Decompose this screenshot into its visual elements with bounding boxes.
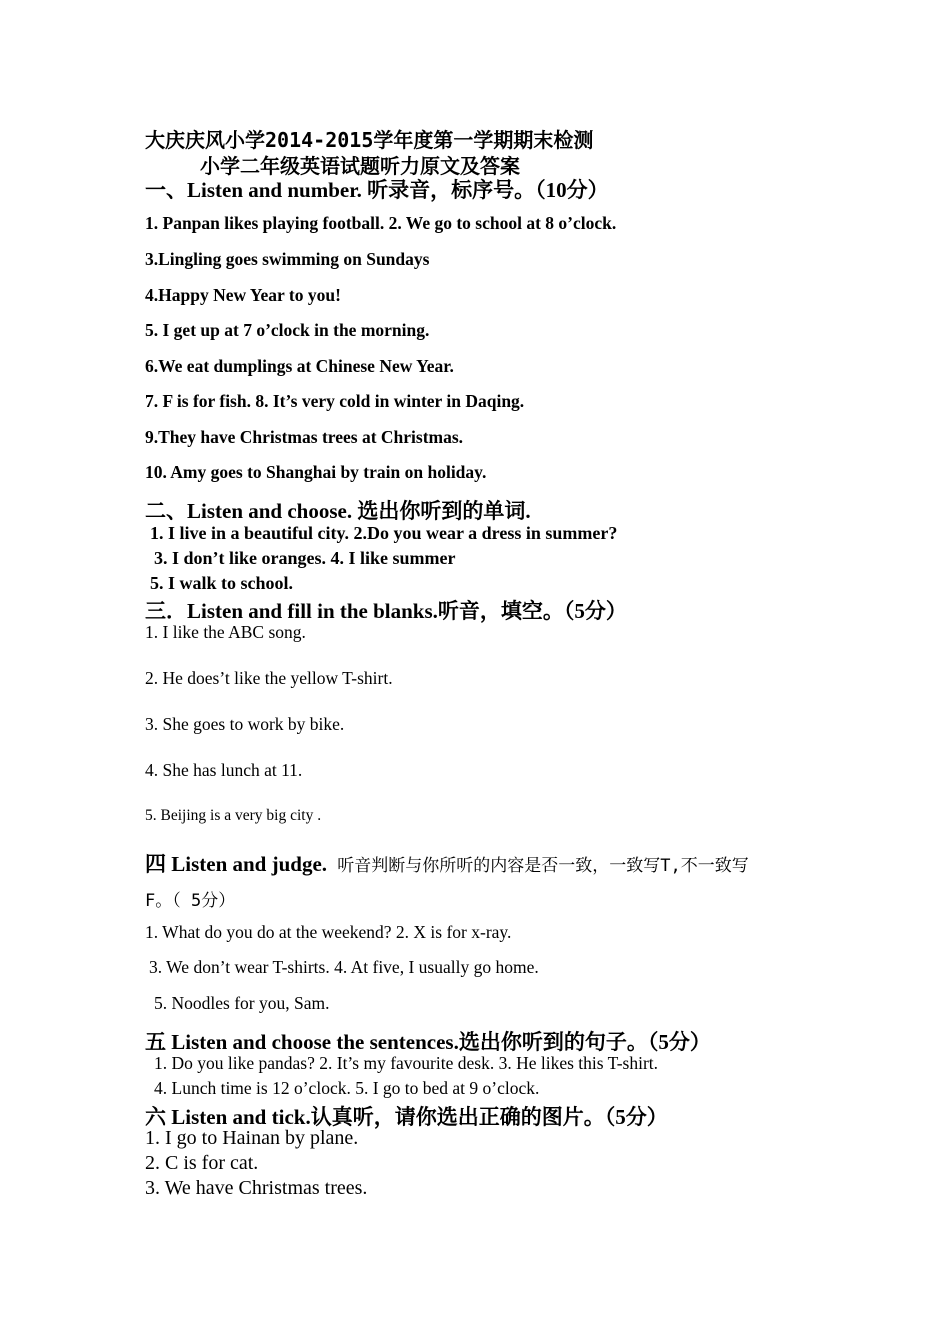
section2-line: 5. I walk to school.: [150, 573, 294, 593]
section1-line: 1. Panpan likes playing football. 2. We go to school at 8 o’clock.: [145, 213, 617, 233]
section3-heading: 三．Listen and fill in the blanks.听音，填空。（5分）: [145, 599, 627, 623]
section1-line: 6.We eat dumplings at Chinese New Year.: [145, 356, 454, 376]
section4-line: 5. Noodles for you, Sam.: [154, 993, 330, 1013]
section3-line: 3. She goes to work by bike.: [145, 714, 345, 734]
section1-line: 9.They have Christmas trees at Christmas.: [145, 427, 464, 447]
section3-line: 4. She has lunch at 11.: [145, 760, 303, 780]
section4-heading-rest: 听音判断与你所听的内容是否一致，一致写T,不一致写: [327, 856, 749, 876]
section4-heading-bold: 四 Listen and judge.: [145, 852, 328, 876]
section1-line: 4.Happy New Year to you!: [145, 285, 341, 305]
section5-line: 4. Lunch time is 12 o’clock. 5. I go to bed at 9 o’clock.: [154, 1078, 540, 1098]
section3-line: 5. Beijing is a very big city .: [145, 807, 322, 824]
section1-line: 3.Lingling goes swimming on Sundays: [145, 249, 430, 269]
title-line-2: 小学二年级英语试题听力原文及答案: [200, 154, 520, 178]
section5-line: 1. Do you like pandas? 2. It’s my favourite desk. 3. He likes this T-shirt.: [154, 1053, 659, 1073]
section6-line: 2. C is for cat.: [145, 1152, 259, 1174]
section4-line: 3. We don’t wear T-shirts. 4. At five, I usually go home.: [149, 957, 539, 977]
section3-line: 1. I like the ABC song.: [145, 622, 306, 642]
section2-heading: 二、Listen and choose. 选出你听到的单词.: [145, 499, 531, 523]
section2-line: 3. I don’t like oranges. 4. I like summer: [154, 548, 456, 568]
section4-heading-line-2: F。（ 5分）: [145, 891, 236, 911]
section1-line: 10. Amy goes to Shanghai by train on holiday.: [145, 462, 487, 482]
title-line-1: 大庆庆风小学2014-2015学年度第一学期期末检测: [145, 128, 594, 152]
section6-line: 3. We have Christmas trees.: [145, 1177, 368, 1199]
section1-line: 7. F is for fish. 8. It’s very cold in winter in Daqing.: [145, 391, 525, 411]
section5-heading: 五 Listen and choose the sentences.选出你听到的句子。（5分）: [145, 1030, 711, 1054]
section1-heading: 一、Listen and number. 听录音，标序号。（10分）: [145, 178, 609, 202]
section6-heading: 六 Listen and tick.认真听，请你选出正确的图片。（5分）: [145, 1105, 668, 1129]
section6-line: 1. I go to Hainan by plane.: [145, 1127, 359, 1149]
section1-line: 5. I get up at 7 o’clock in the morning.: [145, 320, 430, 340]
section3-line: 2. He does’t like the yellow T-shirt.: [145, 668, 393, 688]
section2-line: 1. I live in a beautiful city. 2.Do you wear a dress in summer?: [150, 523, 618, 543]
section4-heading: [145, 848, 749, 878]
section4-line: 1. What do you do at the weekend? 2. X is for x-ray.: [145, 922, 512, 942]
